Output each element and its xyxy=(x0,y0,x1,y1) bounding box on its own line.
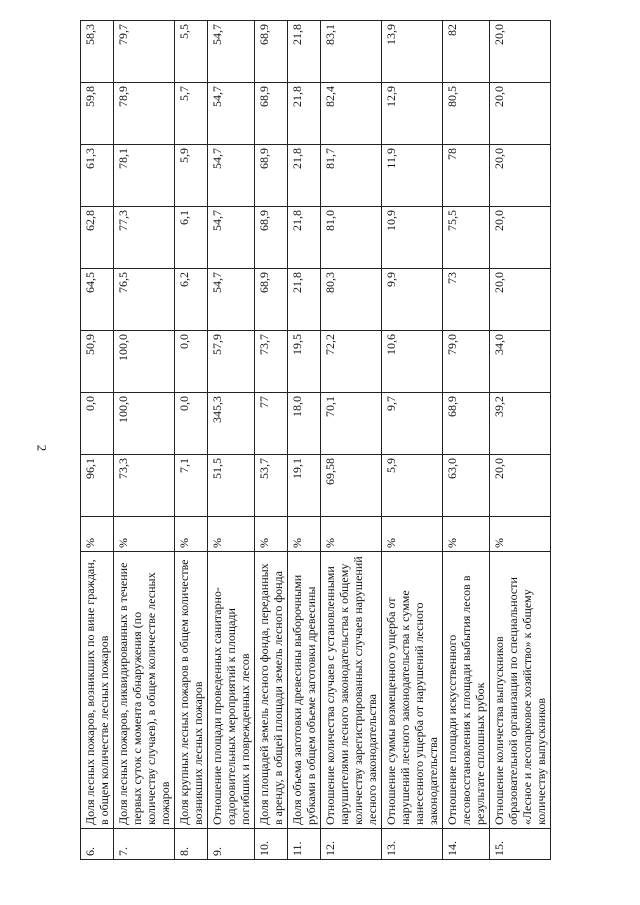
table-row xyxy=(208,21,255,860)
value-cell: 63,0 xyxy=(443,455,490,517)
value-cell: 9,9 xyxy=(382,269,443,331)
value-cell: 20,0 xyxy=(490,145,551,207)
value-cell: 68,9 xyxy=(255,145,288,207)
value-cell: 54,7 xyxy=(208,21,255,83)
value-cell: 7,1 xyxy=(175,455,208,517)
row-number: 7. xyxy=(114,829,175,860)
value-cell: 73 xyxy=(443,269,490,331)
indicator-name: Доля лесных пожаров, ликвидированных в течение первых суток с момента обнаружения (по количеству случаев), в общем количестве лесных пожаров xyxy=(114,552,175,829)
page-number: 2 xyxy=(34,444,50,452)
table-row xyxy=(288,21,321,860)
value-cell: 51,5 xyxy=(208,455,255,517)
row-number: 10. xyxy=(255,829,288,860)
value-cell: 82,4 xyxy=(321,83,382,145)
value-cell: 5,5 xyxy=(175,21,208,83)
indicator-name: Доля лесных пожаров, возникших по вине граждан, в общем количестве лесных пожаров xyxy=(81,552,114,829)
indicators-table xyxy=(80,20,551,860)
value-cell: 62,8 xyxy=(81,207,114,269)
row-number: 11. xyxy=(288,829,321,860)
value-cell: 5,9 xyxy=(175,145,208,207)
value-cell: 77,3 xyxy=(114,207,175,269)
value-cell: 11,9 xyxy=(382,145,443,207)
value-cell: 79,0 xyxy=(443,331,490,393)
value-cell: 76,5 xyxy=(114,269,175,331)
value-cell: 54,7 xyxy=(208,83,255,145)
value-cell: 58,3 xyxy=(81,21,114,83)
unit-cell: % xyxy=(175,517,208,552)
row-number: 14. xyxy=(443,829,490,860)
row-number: 13. xyxy=(382,829,443,860)
table-row xyxy=(81,21,114,860)
value-cell: 54,7 xyxy=(208,145,255,207)
value-cell: 21,8 xyxy=(288,21,321,83)
value-cell: 0,0 xyxy=(81,393,114,455)
row-number: 9. xyxy=(208,829,255,860)
value-cell: 20,0 xyxy=(490,455,551,517)
value-cell: 75,5 xyxy=(443,207,490,269)
value-cell: 69,58 xyxy=(321,455,382,517)
table-row xyxy=(255,21,288,860)
row-number: 12. xyxy=(321,829,382,860)
table-row xyxy=(443,21,490,860)
value-cell: 100,0 xyxy=(114,331,175,393)
value-cell: 54,7 xyxy=(208,207,255,269)
value-cell: 68,9 xyxy=(255,269,288,331)
value-cell: 345,3 xyxy=(208,393,255,455)
value-cell: 18,0 xyxy=(288,393,321,455)
value-cell: 19,1 xyxy=(288,455,321,517)
value-cell: 57,9 xyxy=(208,331,255,393)
value-cell: 9,7 xyxy=(382,393,443,455)
value-cell: 6,1 xyxy=(175,207,208,269)
value-cell: 73,3 xyxy=(114,455,175,517)
indicator-name: Отношение площади проведенных санитарно-оздоровительных мероприятий к площади погибших и поврежденных лесов xyxy=(208,552,255,829)
value-cell: 83,1 xyxy=(321,21,382,83)
value-cell: 20,0 xyxy=(490,83,551,145)
value-cell: 10,6 xyxy=(382,331,443,393)
value-cell: 82 xyxy=(443,21,490,83)
value-cell: 5,7 xyxy=(175,83,208,145)
value-cell: 78,9 xyxy=(114,83,175,145)
value-cell: 81,7 xyxy=(321,145,382,207)
value-cell: 50,9 xyxy=(81,331,114,393)
value-cell: 12,9 xyxy=(382,83,443,145)
unit-cell: % xyxy=(81,517,114,552)
table-row xyxy=(382,21,443,860)
value-cell: 81,0 xyxy=(321,207,382,269)
value-cell: 72,2 xyxy=(321,331,382,393)
value-cell: 68,9 xyxy=(255,207,288,269)
unit-cell: % xyxy=(114,517,175,552)
value-cell: 21,8 xyxy=(288,207,321,269)
value-cell: 80,5 xyxy=(443,83,490,145)
unit-cell: % xyxy=(382,517,443,552)
value-cell: 79,7 xyxy=(114,21,175,83)
unit-cell: % xyxy=(321,517,382,552)
indicators-table-body xyxy=(81,21,551,860)
value-cell: 0,0 xyxy=(175,393,208,455)
value-cell: 78 xyxy=(443,145,490,207)
value-cell: 19,5 xyxy=(288,331,321,393)
rotated-table-wrapper xyxy=(80,24,600,860)
value-cell: 61,3 xyxy=(81,145,114,207)
value-cell: 13,9 xyxy=(382,21,443,83)
value-cell: 20,0 xyxy=(490,21,551,83)
value-cell: 39,2 xyxy=(490,393,551,455)
indicator-name: Отношение количества выпускников образовательной организации по специальности «Лесное и лесопарковое хозяйство» к общему количеству выпускников xyxy=(490,552,551,829)
value-cell: 53,7 xyxy=(255,455,288,517)
row-number: 6. xyxy=(81,829,114,860)
value-cell: 21,8 xyxy=(288,83,321,145)
value-cell: 20,0 xyxy=(490,269,551,331)
unit-cell: % xyxy=(255,517,288,552)
value-cell: 77 xyxy=(255,393,288,455)
row-number: 8. xyxy=(175,829,208,860)
indicator-name: Отношение площади искусственного лесовосстановления к площади выбытия лесов в результате сплошных рубок xyxy=(443,552,490,829)
value-cell: 100,0 xyxy=(114,393,175,455)
table-row xyxy=(114,21,175,860)
value-cell: 68,9 xyxy=(255,21,288,83)
value-cell: 59,8 xyxy=(81,83,114,145)
value-cell: 78,1 xyxy=(114,145,175,207)
value-cell: 5,9 xyxy=(382,455,443,517)
indicator-name: Отношение суммы возмещенного ущерба от нарушений лесного законодательства к сумме нанесенного ущерба от нарушений лесного законодательства xyxy=(382,552,443,829)
table-row xyxy=(321,21,382,860)
indicator-name: Отношение количества случаев с установленными нарушителями лесного законодательства к общему количеству зарегистрированных случаев нарушений лесного законодательства xyxy=(321,552,382,829)
value-cell: 6,2 xyxy=(175,269,208,331)
value-cell: 21,8 xyxy=(288,269,321,331)
indicator-name: Доля площадей земель лесного фонда, переданных в аренду, в общей площади земель лесного фонда xyxy=(255,552,288,829)
row-number: 15. xyxy=(490,829,551,860)
value-cell: 64,5 xyxy=(81,269,114,331)
value-cell: 10,9 xyxy=(382,207,443,269)
value-cell: 0,0 xyxy=(175,331,208,393)
table-row xyxy=(175,21,208,860)
value-cell: 70,1 xyxy=(321,393,382,455)
value-cell: 20,0 xyxy=(490,207,551,269)
value-cell: 68,9 xyxy=(443,393,490,455)
value-cell: 96,1 xyxy=(81,455,114,517)
unit-cell: % xyxy=(443,517,490,552)
indicator-name: Доля объема заготовки древесины выборочными рубками в общем объеме заготовки древесины xyxy=(288,552,321,829)
table-row xyxy=(490,21,551,860)
value-cell: 73,7 xyxy=(255,331,288,393)
value-cell: 68,9 xyxy=(255,83,288,145)
unit-cell: % xyxy=(490,517,551,552)
indicator-name: Доля крупных лесных пожаров в общем количестве возникших лесных пожаров xyxy=(175,552,208,829)
value-cell: 80,3 xyxy=(321,269,382,331)
value-cell: 21,8 xyxy=(288,145,321,207)
unit-cell: % xyxy=(208,517,255,552)
value-cell: 54,7 xyxy=(208,269,255,331)
unit-cell: % xyxy=(288,517,321,552)
value-cell: 34,0 xyxy=(490,331,551,393)
